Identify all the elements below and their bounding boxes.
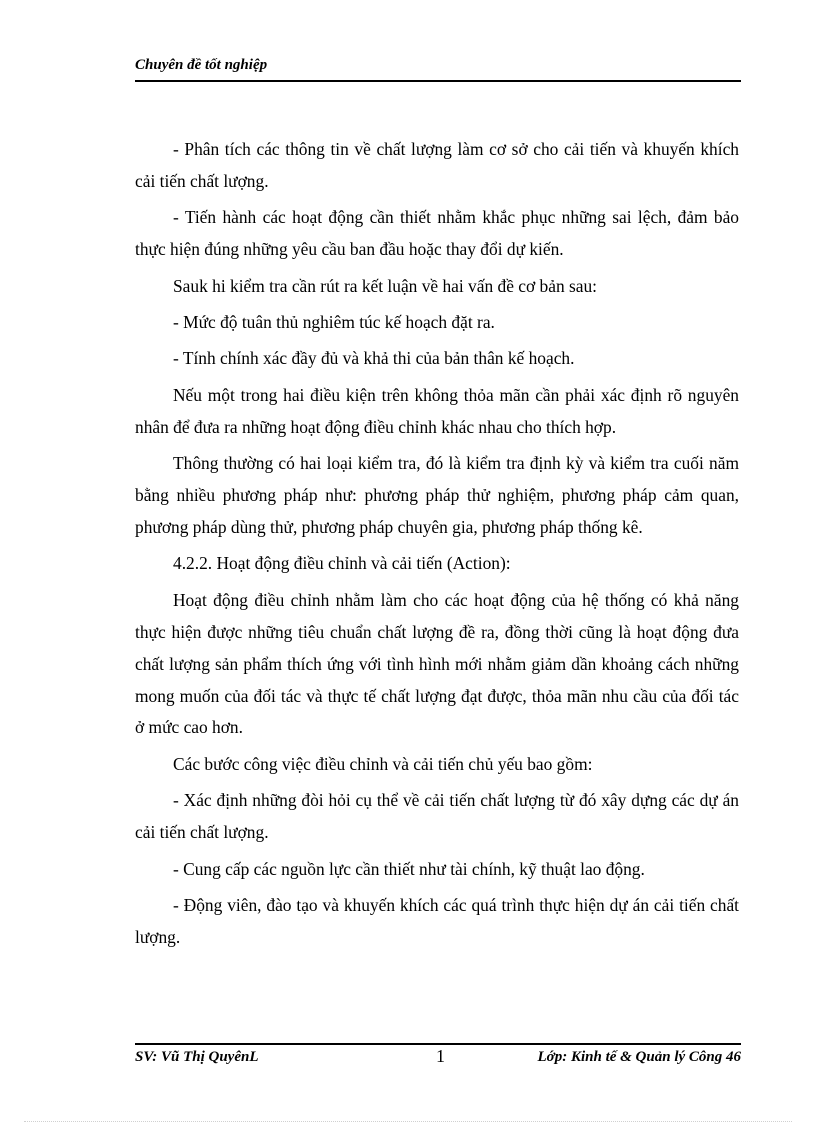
section-heading: 4.2.2. Hoạt động điều chỉnh và cải tiến (Action): xyxy=(173,553,511,574)
paragraph: Sauk hi kiểm tra cần rút ra kết luận về hai vấn đề cơ bản sau: xyxy=(173,275,598,296)
paragraph: - Phân tích các thông tin về chất lượng làm cơ sở cho cải tiến và khuyến khích cải tiến chất lượng. xyxy=(135,139,739,191)
paragraph: - Mức độ tuân thủ nghiêm túc kế hoạch đặt ra. xyxy=(173,312,495,333)
footer-student-name: SV: Vũ Thị QuyênL xyxy=(135,1049,259,1065)
header-title: Chuyên đề tốt nghiệp xyxy=(135,57,268,73)
page-footer xyxy=(135,1043,741,1071)
paragraph: Thông thường có hai loại kiểm tra, đó là kiểm tra định kỳ và kiểm tra cuối năm bằng nhiều phương pháp như: phương pháp thử nghiệm, phương pháp cảm quan, phương pháp dùng thử, phương pháp chuyên gia, phương pháp thống kê. xyxy=(135,453,739,537)
paragraph: Nếu một trong hai điều kiện trên không thỏa mãn cần phải xác định rõ nguyên nhân để đưa ra những hoạt động điều chỉnh khác nhau cho thích hợp. xyxy=(135,384,739,437)
paragraph: - Động viên, đào tạo và khuyến khích các quá trình thực hiện dự án cải tiến chất lượng. xyxy=(135,894,739,947)
page-header xyxy=(135,56,741,82)
paragraph: - Tính chính xác đầy đủ và khả thi của bản thân kế hoạch. xyxy=(173,348,575,369)
paragraph: Các bước công việc điều chỉnh và cải tiến chủ yếu bao gồm: xyxy=(173,753,593,774)
paragraph: - Xác định những đòi hỏi cụ thể về cải tiến chất lượng từ đó xây dựng các dự án cải tiến chất lượng. xyxy=(135,790,739,843)
document-body xyxy=(135,134,739,954)
paragraph: - Cung cấp các nguồn lực cần thiết như tài chính, kỹ thuật lao động. xyxy=(173,858,645,879)
paragraph: Hoạt động điều chỉnh nhằm làm cho các hoạt động của hệ thống có khả năng thực hiện được những tiêu chuẩn chất lượng đề ra, đồng thời cũng là hoạt động đưa chất lượng sản phẩm thích ứng với tình hình mới nhằm giảm dần khoảng cách những mong muốn của đối tác và thực tế chất lượng đạt được, thỏa mãn nhu cầu của đối tác ở mức cao hơn. xyxy=(135,589,739,738)
page-number: 1 xyxy=(436,1046,445,1066)
paragraph: - Tiến hành các hoạt động cần thiết nhằm khắc phục những sai lệch, đảm bảo thực hiện đúng những yêu cầu ban đầu hoặc thay đổi dự kiến. xyxy=(135,207,739,260)
footer-class: Lớp: Kinh tế & Quản lý Công 46 xyxy=(537,1049,741,1065)
page-edge-divider xyxy=(24,1121,792,1122)
